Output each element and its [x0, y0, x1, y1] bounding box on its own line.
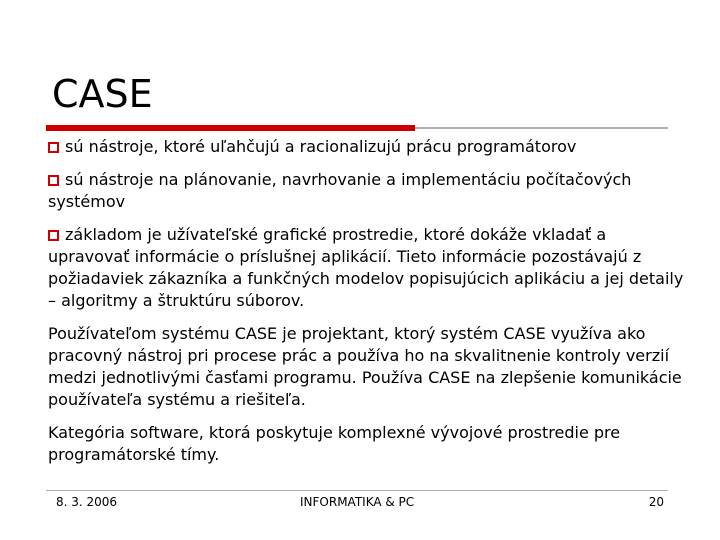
footer-course: INFORMATIKA & PC: [300, 495, 415, 509]
bullet-item: [48, 136, 688, 158]
slide-body: [48, 136, 688, 477]
title-underline-rule: [415, 127, 668, 129]
bullet-text: sú nástroje, ktoré uľahčujú a racionalizujú prácu programátorov: [65, 137, 577, 156]
footer-page-number: 20: [648, 495, 664, 509]
body-paragraph: Kategória software, ktorá poskytuje komplexné vývojové prostredie pre programátorské tímy.: [48, 423, 621, 464]
bullet-text: sú nástroje na plánovanie, navrhovanie a implementáciu počítačových systémov: [48, 170, 632, 211]
title-underline-accent: [46, 125, 415, 131]
bullet-item: [48, 169, 688, 213]
bullet-text: základom je užívateľské grafické prostredie, ktoré dokáže vkladať a upravovať informácie o príslušnej aplikácií. Tieto informácie pozostávajú z požiadaviek zákazníka a funkčných modelov popisujúcich aplikáciu a jej detaily – algoritmy a štruktúru súborov.: [48, 225, 684, 310]
slide-title: CASE: [52, 72, 153, 116]
square-bullet-icon: [48, 142, 59, 153]
square-bullet-icon: [48, 175, 59, 186]
square-bullet-icon: [48, 230, 59, 241]
footer-rule: [46, 490, 668, 491]
footer-date: 8. 3. 2006: [56, 495, 118, 509]
bullet-item: [48, 224, 688, 312]
body-paragraph: Používateľom systému CASE je projektant, ktorý systém CASE využíva ako pracovný nástroj pri procese prác a používa ho na skvalitnenie kontroly verzií medzi jednotlivými časťami programu. Používa CASE na zlepšenie komunikácie používateľa systému a riešiteľa.: [48, 324, 682, 409]
